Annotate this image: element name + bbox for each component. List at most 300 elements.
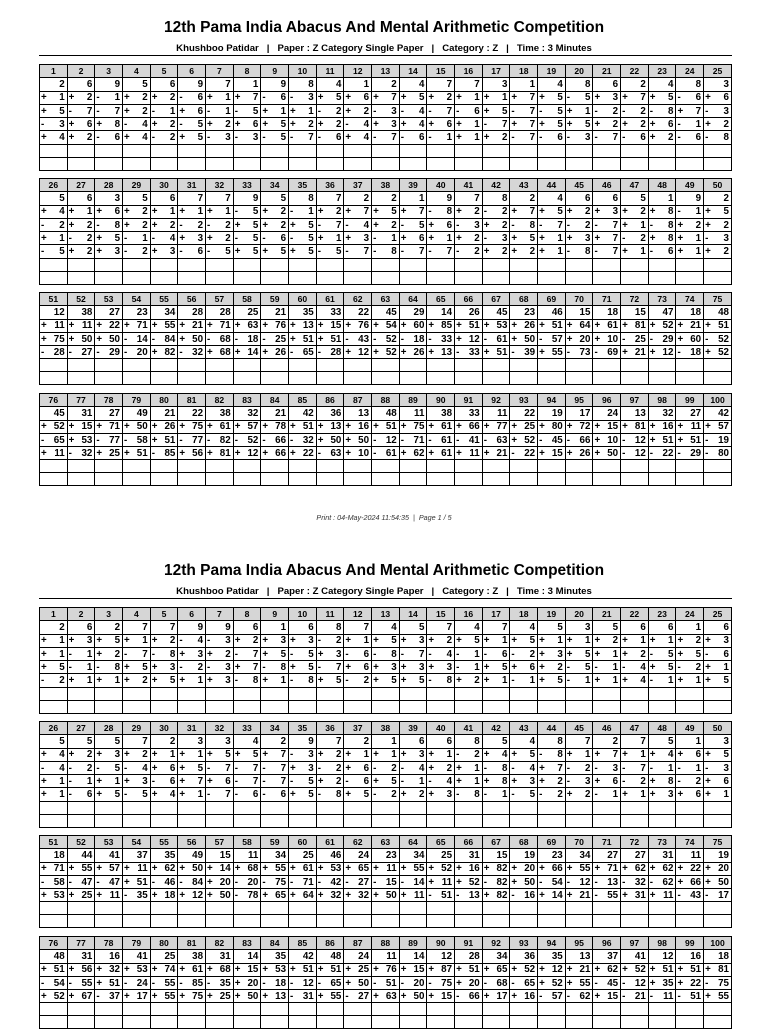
answer-cell[interactable]: [123, 1003, 151, 1016]
answer-cell[interactable]: [40, 814, 68, 827]
answer-cell[interactable]: [344, 359, 372, 372]
answer-cell[interactable]: [621, 700, 649, 713]
answer-cell[interactable]: [538, 801, 566, 814]
answer-cell[interactable]: [621, 1003, 649, 1016]
answer-cell[interactable]: [482, 1003, 510, 1016]
answer-cell[interactable]: [538, 700, 566, 713]
answer-cell[interactable]: [233, 915, 261, 928]
answer-cell[interactable]: [565, 473, 593, 486]
answer-cell[interactable]: [261, 687, 289, 700]
answer-cell[interactable]: [482, 1016, 510, 1029]
answer-cell[interactable]: [427, 359, 455, 372]
answer-cell[interactable]: [704, 372, 732, 385]
answer-cell[interactable]: [206, 473, 234, 486]
answer-cell[interactable]: [233, 157, 261, 170]
answer-cell[interactable]: [399, 814, 427, 827]
answer-cell[interactable]: [372, 700, 400, 713]
answer-cell[interactable]: [455, 359, 483, 372]
answer-cell[interactable]: [344, 258, 372, 271]
answer-cell[interactable]: [261, 1003, 289, 1016]
answer-cell[interactable]: [123, 359, 151, 372]
answer-cell[interactable]: [538, 372, 566, 385]
answer-cell[interactable]: [123, 144, 151, 157]
answer-cell[interactable]: [95, 700, 123, 713]
answer-cell[interactable]: [233, 460, 261, 473]
answer-cell[interactable]: [206, 460, 234, 473]
answer-cell[interactable]: [482, 460, 510, 473]
answer-cell[interactable]: [704, 814, 732, 827]
answer-cell[interactable]: [150, 460, 178, 473]
answer-cell[interactable]: [482, 473, 510, 486]
answer-cell[interactable]: [621, 687, 649, 700]
answer-cell[interactable]: [565, 700, 593, 713]
answer-cell[interactable]: [233, 144, 261, 157]
answer-cell[interactable]: [289, 700, 317, 713]
answer-cell[interactable]: [482, 915, 510, 928]
answer-cell[interactable]: [178, 473, 206, 486]
answer-cell[interactable]: [648, 801, 676, 814]
answer-cell[interactable]: [316, 902, 344, 915]
answer-cell[interactable]: [316, 1003, 344, 1016]
answer-cell[interactable]: [344, 915, 372, 928]
answer-cell[interactable]: [344, 801, 372, 814]
answer-cell[interactable]: [621, 915, 649, 928]
answer-cell[interactable]: [510, 915, 538, 928]
answer-cell[interactable]: [676, 157, 704, 170]
answer-cell[interactable]: [67, 372, 95, 385]
answer-cell[interactable]: [344, 1003, 372, 1016]
answer-cell[interactable]: [427, 258, 455, 271]
answer-cell[interactable]: [95, 144, 123, 157]
answer-cell[interactable]: [206, 1003, 234, 1016]
answer-cell[interactable]: [621, 1016, 649, 1029]
answer-cell[interactable]: [510, 1016, 538, 1029]
answer-cell[interactable]: [206, 1016, 234, 1029]
answer-cell[interactable]: [676, 801, 704, 814]
answer-cell[interactable]: [233, 1016, 261, 1029]
answer-cell[interactable]: [206, 359, 234, 372]
answer-cell[interactable]: [289, 1016, 317, 1029]
answer-cell[interactable]: [233, 687, 261, 700]
answer-cell[interactable]: [399, 372, 427, 385]
answer-cell[interactable]: [233, 902, 261, 915]
answer-cell[interactable]: [399, 144, 427, 157]
answer-cell[interactable]: [261, 902, 289, 915]
answer-cell[interactable]: [372, 902, 400, 915]
answer-cell[interactable]: [427, 1016, 455, 1029]
answer-cell[interactable]: [704, 915, 732, 928]
answer-cell[interactable]: [40, 258, 68, 271]
answer-cell[interactable]: [455, 258, 483, 271]
answer-cell[interactable]: [676, 814, 704, 827]
answer-cell[interactable]: [399, 801, 427, 814]
answer-cell[interactable]: [178, 814, 206, 827]
answer-cell[interactable]: [565, 1003, 593, 1016]
answer-cell[interactable]: [67, 460, 95, 473]
answer-cell[interactable]: [40, 473, 68, 486]
answer-cell[interactable]: [206, 687, 234, 700]
answer-cell[interactable]: [676, 359, 704, 372]
answer-cell[interactable]: [123, 687, 151, 700]
answer-cell[interactable]: [648, 271, 676, 284]
answer-cell[interactable]: [206, 700, 234, 713]
answer-cell[interactable]: [621, 359, 649, 372]
answer-cell[interactable]: [427, 687, 455, 700]
answer-cell[interactable]: [178, 460, 206, 473]
answer-cell[interactable]: [510, 258, 538, 271]
answer-cell[interactable]: [399, 687, 427, 700]
answer-cell[interactable]: [289, 801, 317, 814]
answer-cell[interactable]: [67, 687, 95, 700]
answer-cell[interactable]: [233, 372, 261, 385]
answer-cell[interactable]: [593, 814, 621, 827]
answer-cell[interactable]: [289, 902, 317, 915]
answer-cell[interactable]: [510, 801, 538, 814]
answer-cell[interactable]: [372, 473, 400, 486]
answer-cell[interactable]: [455, 157, 483, 170]
answer-cell[interactable]: [289, 814, 317, 827]
answer-cell[interactable]: [123, 460, 151, 473]
answer-cell[interactable]: [565, 271, 593, 284]
answer-cell[interactable]: [399, 157, 427, 170]
answer-cell[interactable]: [123, 157, 151, 170]
answer-cell[interactable]: [178, 700, 206, 713]
answer-cell[interactable]: [676, 1016, 704, 1029]
answer-cell[interactable]: [704, 258, 732, 271]
answer-cell[interactable]: [123, 814, 151, 827]
answer-cell[interactable]: [510, 359, 538, 372]
answer-cell[interactable]: [123, 372, 151, 385]
answer-cell[interactable]: [482, 801, 510, 814]
answer-cell[interactable]: [372, 1003, 400, 1016]
answer-cell[interactable]: [40, 359, 68, 372]
answer-cell[interactable]: [289, 372, 317, 385]
answer-cell[interactable]: [123, 473, 151, 486]
answer-cell[interactable]: [455, 144, 483, 157]
answer-cell[interactable]: [316, 271, 344, 284]
answer-cell[interactable]: [289, 687, 317, 700]
answer-cell[interactable]: [289, 1003, 317, 1016]
answer-cell[interactable]: [372, 359, 400, 372]
answer-cell[interactable]: [316, 1016, 344, 1029]
answer-cell[interactable]: [676, 460, 704, 473]
answer-cell[interactable]: [704, 460, 732, 473]
answer-cell[interactable]: [676, 915, 704, 928]
answer-cell[interactable]: [399, 1003, 427, 1016]
answer-cell[interactable]: [123, 915, 151, 928]
answer-cell[interactable]: [95, 157, 123, 170]
answer-cell[interactable]: [289, 144, 317, 157]
answer-cell[interactable]: [399, 473, 427, 486]
answer-cell[interactable]: [593, 157, 621, 170]
answer-cell[interactable]: [621, 144, 649, 157]
answer-cell[interactable]: [123, 1016, 151, 1029]
answer-cell[interactable]: [289, 460, 317, 473]
answer-cell[interactable]: [427, 144, 455, 157]
answer-cell[interactable]: [233, 801, 261, 814]
answer-cell[interactable]: [538, 1016, 566, 1029]
answer-cell[interactable]: [206, 814, 234, 827]
answer-cell[interactable]: [261, 258, 289, 271]
answer-cell[interactable]: [565, 1016, 593, 1029]
answer-cell[interactable]: [538, 915, 566, 928]
answer-cell[interactable]: [95, 915, 123, 928]
answer-cell[interactable]: [67, 1016, 95, 1029]
answer-cell[interactable]: [233, 359, 261, 372]
answer-cell[interactable]: [289, 915, 317, 928]
answer-cell[interactable]: [150, 1003, 178, 1016]
answer-cell[interactable]: [206, 157, 234, 170]
answer-cell[interactable]: [150, 700, 178, 713]
answer-cell[interactable]: [372, 157, 400, 170]
answer-cell[interactable]: [372, 460, 400, 473]
answer-cell[interactable]: [40, 460, 68, 473]
answer-cell[interactable]: [676, 1003, 704, 1016]
answer-cell[interactable]: [123, 700, 151, 713]
answer-cell[interactable]: [565, 902, 593, 915]
answer-cell[interactable]: [427, 473, 455, 486]
answer-cell[interactable]: [399, 359, 427, 372]
answer-cell[interactable]: [510, 687, 538, 700]
answer-cell[interactable]: [648, 700, 676, 713]
answer-cell[interactable]: [593, 687, 621, 700]
answer-cell[interactable]: [704, 157, 732, 170]
answer-cell[interactable]: [648, 473, 676, 486]
answer-cell[interactable]: [150, 1016, 178, 1029]
answer-cell[interactable]: [206, 915, 234, 928]
answer-cell[interactable]: [676, 271, 704, 284]
answer-cell[interactable]: [261, 359, 289, 372]
answer-cell[interactable]: [455, 372, 483, 385]
answer-cell[interactable]: [261, 700, 289, 713]
answer-cell[interactable]: [344, 902, 372, 915]
answer-cell[interactable]: [261, 814, 289, 827]
answer-cell[interactable]: [206, 372, 234, 385]
answer-cell[interactable]: [40, 700, 68, 713]
answer-cell[interactable]: [40, 902, 68, 915]
answer-cell[interactable]: [538, 157, 566, 170]
answer-cell[interactable]: [482, 902, 510, 915]
answer-cell[interactable]: [593, 258, 621, 271]
answer-cell[interactable]: [621, 460, 649, 473]
answer-cell[interactable]: [40, 801, 68, 814]
answer-cell[interactable]: [455, 1003, 483, 1016]
answer-cell[interactable]: [178, 359, 206, 372]
answer-cell[interactable]: [593, 700, 621, 713]
answer-cell[interactable]: [538, 814, 566, 827]
answer-cell[interactable]: [455, 1016, 483, 1029]
answer-cell[interactable]: [676, 473, 704, 486]
answer-cell[interactable]: [316, 157, 344, 170]
answer-cell[interactable]: [150, 687, 178, 700]
answer-cell[interactable]: [565, 372, 593, 385]
answer-cell[interactable]: [565, 915, 593, 928]
answer-cell[interactable]: [621, 814, 649, 827]
answer-cell[interactable]: [150, 372, 178, 385]
answer-cell[interactable]: [704, 359, 732, 372]
answer-cell[interactable]: [648, 915, 676, 928]
answer-cell[interactable]: [67, 1003, 95, 1016]
answer-cell[interactable]: [538, 271, 566, 284]
answer-cell[interactable]: [206, 801, 234, 814]
answer-cell[interactable]: [178, 258, 206, 271]
answer-cell[interactable]: [67, 359, 95, 372]
answer-cell[interactable]: [676, 902, 704, 915]
answer-cell[interactable]: [95, 814, 123, 827]
answer-cell[interactable]: [648, 687, 676, 700]
answer-cell[interactable]: [455, 473, 483, 486]
answer-cell[interactable]: [510, 144, 538, 157]
answer-cell[interactable]: [565, 258, 593, 271]
answer-cell[interactable]: [593, 271, 621, 284]
answer-cell[interactable]: [510, 157, 538, 170]
answer-cell[interactable]: [648, 460, 676, 473]
answer-cell[interactable]: [372, 814, 400, 827]
answer-cell[interactable]: [593, 473, 621, 486]
answer-cell[interactable]: [593, 144, 621, 157]
answer-cell[interactable]: [316, 258, 344, 271]
answer-cell[interactable]: [123, 271, 151, 284]
answer-cell[interactable]: [399, 258, 427, 271]
answer-cell[interactable]: [372, 144, 400, 157]
answer-cell[interactable]: [565, 460, 593, 473]
answer-cell[interactable]: [95, 687, 123, 700]
answer-cell[interactable]: [593, 1003, 621, 1016]
answer-cell[interactable]: [123, 258, 151, 271]
answer-cell[interactable]: [593, 359, 621, 372]
answer-cell[interactable]: [593, 1016, 621, 1029]
answer-cell[interactable]: [344, 157, 372, 170]
answer-cell[interactable]: [455, 801, 483, 814]
answer-cell[interactable]: [150, 157, 178, 170]
answer-cell[interactable]: [178, 1003, 206, 1016]
answer-cell[interactable]: [704, 687, 732, 700]
answer-cell[interactable]: [261, 460, 289, 473]
answer-cell[interactable]: [621, 271, 649, 284]
answer-cell[interactable]: [178, 902, 206, 915]
answer-cell[interactable]: [538, 687, 566, 700]
answer-cell[interactable]: [482, 687, 510, 700]
answer-cell[interactable]: [344, 372, 372, 385]
answer-cell[interactable]: [372, 687, 400, 700]
answer-cell[interactable]: [593, 801, 621, 814]
answer-cell[interactable]: [206, 144, 234, 157]
answer-cell[interactable]: [510, 814, 538, 827]
answer-cell[interactable]: [233, 473, 261, 486]
answer-cell[interactable]: [427, 915, 455, 928]
answer-cell[interactable]: [427, 460, 455, 473]
answer-cell[interactable]: [372, 271, 400, 284]
answer-cell[interactable]: [427, 271, 455, 284]
answer-cell[interactable]: [704, 271, 732, 284]
answer-cell[interactable]: [372, 372, 400, 385]
answer-cell[interactable]: [178, 801, 206, 814]
answer-cell[interactable]: [565, 687, 593, 700]
answer-cell[interactable]: [565, 157, 593, 170]
answer-cell[interactable]: [40, 144, 68, 157]
answer-cell[interactable]: [233, 814, 261, 827]
answer-cell[interactable]: [233, 271, 261, 284]
answer-cell[interactable]: [565, 801, 593, 814]
answer-cell[interactable]: [95, 1016, 123, 1029]
answer-cell[interactable]: [510, 700, 538, 713]
answer-cell[interactable]: [593, 372, 621, 385]
answer-cell[interactable]: [95, 460, 123, 473]
answer-cell[interactable]: [704, 700, 732, 713]
answer-cell[interactable]: [261, 801, 289, 814]
answer-cell[interactable]: [344, 687, 372, 700]
answer-cell[interactable]: [316, 801, 344, 814]
answer-cell[interactable]: [676, 687, 704, 700]
answer-cell[interactable]: [95, 801, 123, 814]
answer-cell[interactable]: [178, 372, 206, 385]
answer-cell[interactable]: [261, 144, 289, 157]
answer-cell[interactable]: [316, 372, 344, 385]
answer-cell[interactable]: [178, 915, 206, 928]
answer-cell[interactable]: [67, 801, 95, 814]
answer-cell[interactable]: [648, 359, 676, 372]
answer-cell[interactable]: [40, 687, 68, 700]
answer-cell[interactable]: [648, 1003, 676, 1016]
answer-cell[interactable]: [455, 460, 483, 473]
answer-cell[interactable]: [455, 700, 483, 713]
answer-cell[interactable]: [455, 271, 483, 284]
answer-cell[interactable]: [316, 814, 344, 827]
answer-cell[interactable]: [648, 372, 676, 385]
answer-cell[interactable]: [510, 271, 538, 284]
answer-cell[interactable]: [510, 902, 538, 915]
answer-cell[interactable]: [261, 915, 289, 928]
answer-cell[interactable]: [95, 271, 123, 284]
answer-cell[interactable]: [427, 372, 455, 385]
answer-cell[interactable]: [344, 814, 372, 827]
answer-cell[interactable]: [676, 258, 704, 271]
answer-cell[interactable]: [150, 144, 178, 157]
answer-cell[interactable]: [482, 372, 510, 385]
answer-cell[interactable]: [399, 271, 427, 284]
answer-cell[interactable]: [316, 700, 344, 713]
answer-cell[interactable]: [427, 1003, 455, 1016]
answer-cell[interactable]: [704, 473, 732, 486]
answer-cell[interactable]: [593, 902, 621, 915]
answer-cell[interactable]: [95, 1003, 123, 1016]
answer-cell[interactable]: [95, 902, 123, 915]
answer-cell[interactable]: [648, 258, 676, 271]
answer-cell[interactable]: [621, 157, 649, 170]
answer-cell[interactable]: [648, 1016, 676, 1029]
answer-cell[interactable]: [289, 157, 317, 170]
answer-cell[interactable]: [593, 460, 621, 473]
answer-cell[interactable]: [676, 144, 704, 157]
answer-cell[interactable]: [40, 157, 68, 170]
answer-cell[interactable]: [150, 473, 178, 486]
answer-cell[interactable]: [399, 700, 427, 713]
answer-cell[interactable]: [150, 801, 178, 814]
answer-cell[interactable]: [482, 700, 510, 713]
answer-cell[interactable]: [40, 1016, 68, 1029]
answer-cell[interactable]: [621, 473, 649, 486]
answer-cell[interactable]: [538, 144, 566, 157]
answer-cell[interactable]: [95, 473, 123, 486]
answer-cell[interactable]: [316, 687, 344, 700]
answer-cell[interactable]: [565, 814, 593, 827]
answer-cell[interactable]: [123, 902, 151, 915]
answer-cell[interactable]: [676, 700, 704, 713]
answer-cell[interactable]: [704, 144, 732, 157]
answer-cell[interactable]: [40, 372, 68, 385]
answer-cell[interactable]: [40, 271, 68, 284]
answer-cell[interactable]: [399, 902, 427, 915]
